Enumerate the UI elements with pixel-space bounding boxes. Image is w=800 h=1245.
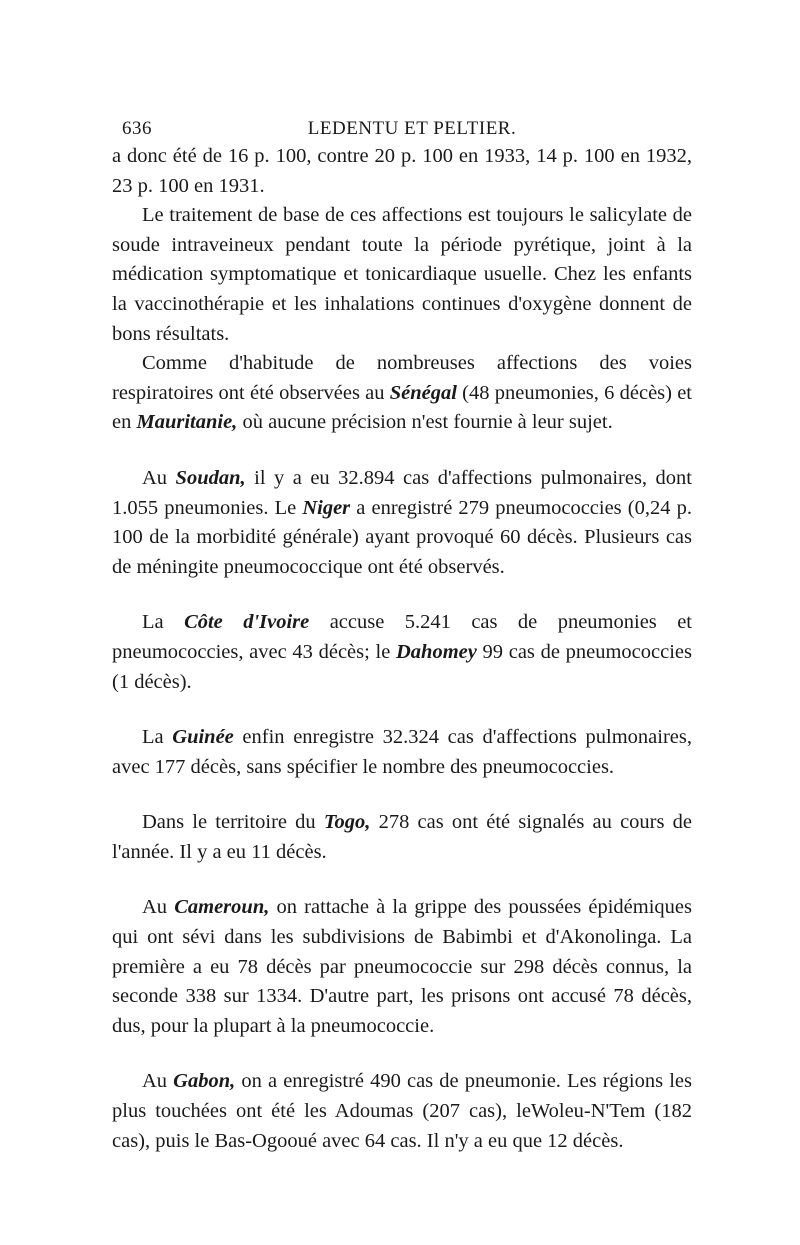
place-name: Dahomey: [396, 640, 477, 663]
place-name: Cameroun,: [174, 896, 270, 919]
paragraph: [112, 142, 692, 201]
paragraph: [112, 464, 692, 582]
text-run: a donc été de 16 p. 100, contre 20 p. 100 en 1933, 14 p. 100 en 1932, 23 p. 100 en 1931.: [112, 145, 692, 197]
text-run: a enregistré 279 pneumococcies (0,24 p. 100 de la morbidité générale) ayant provoqué 60 décès. Plusieurs cas de méningite pneumococcique ont été observés.: [112, 496, 692, 578]
running-title: LEDENTU ET PELTIER.: [307, 118, 517, 139]
paragraph: [112, 349, 692, 438]
place-name: Guinée: [172, 726, 234, 749]
place-name: Togo,: [323, 811, 371, 834]
place-name: Mauritanie,: [136, 411, 238, 434]
place-name: Côte d'Ivoire: [184, 611, 310, 634]
document-page: [112, 112, 692, 1156]
text-run: on rattache à la grippe des poussées épidémiques qui ont sévi dans les subdivisions de Babimbi et d'Akonolinga. La première a eu 78 décès par pneumococcie sur 298 décès connus, la seconde 338 sur 1334. D'autre part, les prisons ont accusé 78 décès, dus, pour la plupart à la pneumococcie.: [112, 896, 692, 1037]
text-run: enfin enregistre 32.324 cas d'affections pulmonaires, avec 177 décès, sans spécifier le nombre des pneumococcies.: [112, 726, 692, 778]
paragraph: [112, 893, 692, 1041]
text-run: (48 pneumonies, 6 décès) et en: [112, 381, 692, 434]
paragraph: [112, 608, 692, 697]
text-run: Au: [142, 1070, 174, 1093]
text-run: où aucune précision n'est fournie à leur sujet.: [237, 411, 613, 434]
text-run: Au: [142, 466, 176, 489]
text-run: il y a eu 32.894 cas d'affections pulmonaires, dont 1.055 pneumonies. Le: [112, 466, 692, 519]
text-run: accuse 5.241 cas de pneumonies et pneumococcies, avec 43 décès; le: [112, 611, 693, 663]
place-name: Niger: [302, 496, 351, 519]
text-run: Comme d'habitude de nombreuses affections des voies respiratoires ont été observées au: [112, 352, 692, 404]
place-name: Soudan,: [175, 466, 246, 489]
text-run: La: [142, 726, 173, 749]
text-run: on a enregistré 490 cas de pneumonie. Les régions les plus touchées ont été les Adoumas (207 cas), leWoleu-N'Tem (182 cas), puis le Bas-Ogooué avec 64 cas. Il n'y a eu que 12 décès.: [112, 1070, 692, 1152]
place-name: Gabon,: [173, 1070, 236, 1093]
page-number: 636: [122, 118, 152, 139]
paragraph: [112, 808, 692, 867]
text-run: Dans le territoire du: [142, 811, 324, 834]
text-run: La: [142, 611, 185, 634]
body-text: [112, 142, 692, 1156]
text-run: Au: [142, 896, 175, 919]
running-header: [112, 112, 692, 142]
paragraph: [112, 201, 692, 349]
paragraph: [112, 723, 692, 782]
text-run: 99 cas de pneumococcies (1 décès).: [112, 640, 692, 693]
text-run: Le traitement de base de ces affections est toujours le salicylate de soude intraveineux pendant toute la période pyrétique, joint à la médication symptomatique et tonicardiaque usuelle. Chez les enfants la vaccinothérapie et les inhalations continues d'oxygène donnent de bons résultats.: [112, 204, 692, 345]
paragraph: [112, 1067, 692, 1156]
text-run: 278 cas ont été signalés au cours de l'année. Il y a eu 11 décès.: [112, 811, 692, 863]
place-name: Sénégal: [389, 381, 457, 404]
